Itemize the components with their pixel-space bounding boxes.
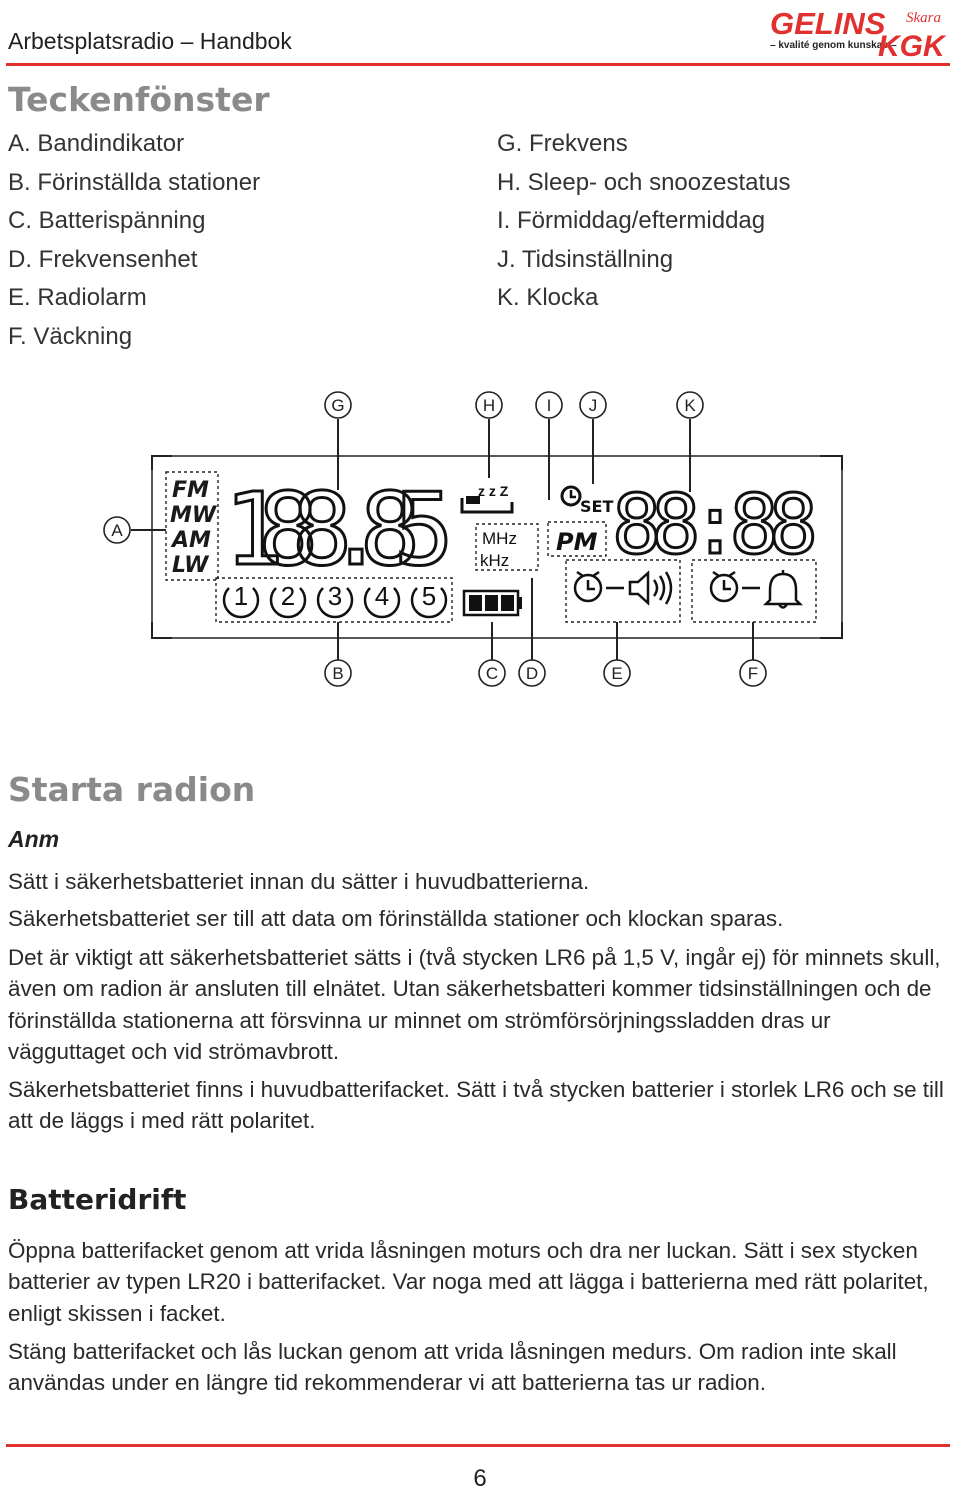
svg-text:J: J bbox=[588, 396, 598, 415]
svg-text:I: I bbox=[546, 396, 552, 415]
legend-item: D. Frekvensenhet bbox=[8, 245, 198, 273]
legend-item: H. Sleep- och snoozestatus bbox=[497, 168, 791, 196]
svg-text:G: G bbox=[331, 396, 345, 415]
page-number: 6 bbox=[473, 1465, 487, 1492]
callout-d bbox=[519, 660, 545, 686]
paragraph: Öppna batterifacket genom att vrida låsningen moturs och dra ner luckan. Sätt i sex stycken batterier av typen LR20 i batterifacket. Var noga med att lägga i batterierna med rätt polaritet, enligt skissen i facket. bbox=[8, 1238, 929, 1326]
svg-text:AM: AM bbox=[172, 528, 211, 553]
legend-item: C. Batterispänning bbox=[8, 207, 206, 234]
svg-text:– kvalité genom kunskap –: – kvalité genom kunskap – bbox=[770, 40, 897, 51]
legend-item: A. Bandindikator bbox=[8, 130, 185, 157]
svg-text:2: 2 bbox=[280, 581, 296, 611]
paragraph: Säkerhetsbatteriet ser till att data om förinställda stationer och klockan sparas. bbox=[8, 906, 784, 931]
clock-digits: 88:88 bbox=[612, 478, 818, 573]
sleep-snooze-icon bbox=[462, 483, 512, 512]
svg-text:MHz: MHz bbox=[482, 529, 517, 548]
time-set-indicator bbox=[562, 487, 613, 516]
footer-rule bbox=[6, 1444, 950, 1447]
callout-b bbox=[325, 660, 351, 686]
svg-text:D: D bbox=[525, 664, 539, 683]
radio-alarm-icon bbox=[575, 572, 671, 604]
paragraph: Sätt i säkerhetsbatteriet innan du sätter i huvudbatterierna. bbox=[8, 869, 590, 894]
note-label: Anm bbox=[8, 826, 60, 852]
svg-text:B: B bbox=[332, 664, 344, 683]
svg-text:Skara: Skara bbox=[906, 10, 941, 26]
lcd-display-diagram bbox=[0, 380, 960, 700]
paragraph: Det är viktigt att säkerhetsbatteriet sätts i (två stycken LR6 på 1,5 V, ingår ej) för minnets skull, även om radion är ansluten till elnätet. Utan säkerhetsbatteri kommer tidsinställningen och de förinställda stationerna att försvinna ur minnet om strömförsörjningssladden dras ur vägguttaget och vid strömavbrott. bbox=[8, 945, 941, 1065]
callout-i bbox=[536, 392, 562, 418]
svg-text:KGK: KGK bbox=[878, 30, 945, 60]
svg-text:GELINS: GELINS bbox=[770, 6, 886, 41]
legend-item: G. Frekvens bbox=[497, 130, 628, 157]
paragraph: Säkerhetsbatteriet finns i huvudbatterifacket. Sätt i två stycken batterier i storlek LR6 och se till att de läggs i med rätt polaritet. bbox=[8, 1077, 944, 1134]
battery-icon bbox=[464, 591, 522, 615]
frequency-digits: 188.85 bbox=[224, 471, 454, 588]
svg-text:LW: LW bbox=[172, 553, 209, 578]
callout-a bbox=[104, 517, 130, 543]
svg-text:kHz: kHz bbox=[480, 551, 510, 570]
section-heading-battery: Batteridrift bbox=[8, 1183, 187, 1216]
section-heading-start: Starta radion bbox=[8, 770, 256, 809]
band-indicator bbox=[170, 478, 218, 578]
header-rule bbox=[6, 63, 950, 66]
display-legend-left bbox=[8, 125, 260, 356]
ampm-indicator: PM bbox=[556, 528, 598, 556]
callout-k bbox=[677, 392, 703, 418]
legend-item: K. Klocka bbox=[497, 284, 599, 311]
gelins-logo bbox=[768, 4, 954, 60]
callout-j bbox=[580, 392, 606, 418]
svg-text:F: F bbox=[747, 664, 759, 683]
svg-text:FM: FM bbox=[172, 478, 209, 503]
section-heading-display: Teckenfönster bbox=[8, 80, 270, 119]
legend-item: F. Väckning bbox=[8, 322, 133, 350]
svg-text:SET: SET bbox=[580, 497, 614, 516]
display-legend-right bbox=[497, 125, 791, 318]
legend-item: B. Förinställda stationer bbox=[8, 168, 261, 196]
callout-c bbox=[479, 660, 505, 686]
callout-g bbox=[325, 392, 351, 418]
svg-text:5: 5 bbox=[421, 581, 437, 611]
callout-h bbox=[476, 392, 502, 418]
svg-text:1: 1 bbox=[233, 581, 249, 611]
legend-item: I. Förmiddag/eftermiddag bbox=[497, 207, 766, 234]
wake-alarm-icon bbox=[711, 570, 800, 608]
svg-text:K: K bbox=[684, 396, 696, 415]
document-header-title: Arbetsplatsradio – Handbok bbox=[8, 28, 292, 54]
svg-text:3: 3 bbox=[327, 581, 343, 611]
svg-text:C: C bbox=[485, 664, 499, 683]
svg-text:H: H bbox=[482, 396, 496, 415]
svg-text:E: E bbox=[611, 664, 623, 683]
svg-text:z z Z: z z Z bbox=[478, 483, 509, 499]
svg-text:4: 4 bbox=[374, 581, 390, 611]
callout-e bbox=[604, 660, 630, 686]
paragraph: Stäng batterifacket och lås luckan genom att vrida låsningen medurs. Om radion inte skall användas under en längre tid rekommenderar vi att batterierna tas ur radion. bbox=[8, 1339, 897, 1396]
callout-f bbox=[740, 660, 766, 686]
legend-item: J. Tidsinställning bbox=[497, 245, 674, 273]
svg-text:A: A bbox=[111, 521, 123, 540]
frequency-unit bbox=[480, 529, 517, 570]
svg-text:MW: MW bbox=[170, 503, 217, 528]
legend-item: E. Radiolarm bbox=[8, 284, 147, 311]
